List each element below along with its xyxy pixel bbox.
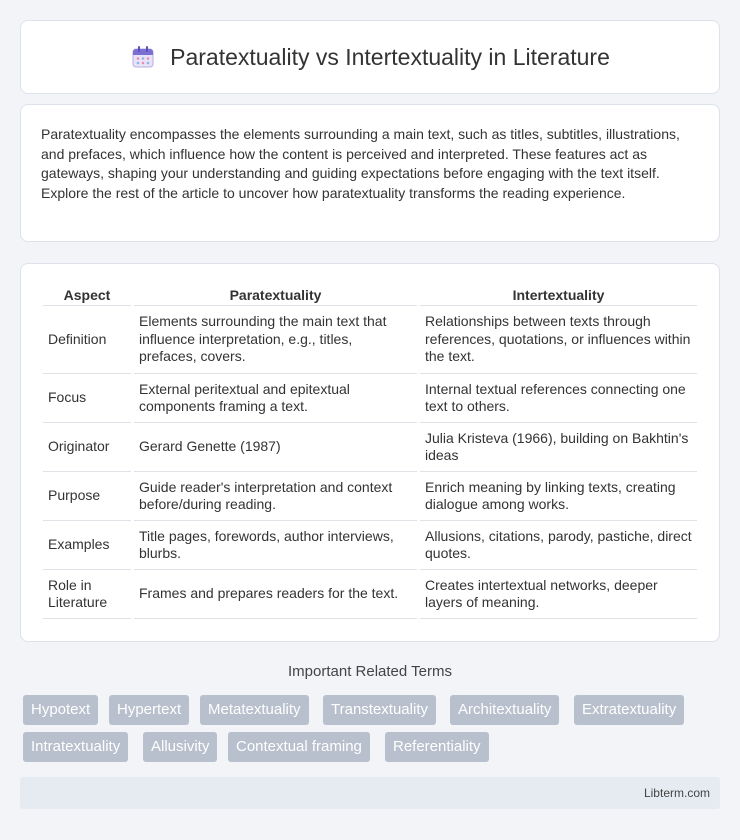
table-row xyxy=(43,523,697,570)
footer xyxy=(20,777,720,809)
tag-intratextuality[interactable]: Intratextuality xyxy=(23,732,128,762)
cell-paratextuality: Frames and prepares readers for the text. xyxy=(134,572,417,619)
tag-allusivity[interactable]: Allusivity xyxy=(143,732,217,762)
cell-aspect: Role in Literature xyxy=(43,572,131,619)
cell-paratextuality: External peritextual and epitextual components framing a text. xyxy=(134,376,417,423)
cell-aspect: Purpose xyxy=(43,474,131,521)
cell-aspect: Definition xyxy=(43,308,131,374)
header-intertextuality: Intertextuality xyxy=(420,284,697,306)
related-terms-title: Important Related Terms xyxy=(288,663,452,680)
intro-text: Paratextuality encompasses the elements surrounding a main text, such as titles, subtitles, illustrations, and prefaces, which influence how the content is perceived and interpreted. These features act as gateways, shaping your understanding and guiding expectations before engaging with the text itself. Explore the rest of the article to uncover how paratextuality transforms the reading experience. xyxy=(41,126,680,201)
header-aspect: Aspect xyxy=(43,284,131,306)
cell-intertextuality: Enrich meaning by linking texts, creating dialogue among works. xyxy=(420,474,697,521)
cell-intertextuality: Allusions, citations, parody, pastiche, direct quotes. xyxy=(420,523,697,570)
comparison-table-card xyxy=(20,263,720,642)
table-row xyxy=(43,376,697,423)
table-header-row xyxy=(43,284,697,306)
cell-intertextuality: Internal textual references connecting one text to others. xyxy=(420,376,697,423)
cell-aspect: Focus xyxy=(43,376,131,423)
page-title: Paratextuality vs Intertextuality in Literature xyxy=(170,43,610,70)
tag-architextuality[interactable]: Architextuality xyxy=(450,695,559,725)
table-row xyxy=(43,425,697,472)
comparison-table xyxy=(40,282,700,621)
tag-contextual-framing[interactable]: Contextual framing xyxy=(228,732,370,762)
title-card xyxy=(20,20,720,94)
tag-transtextuality[interactable]: Transtextuality xyxy=(323,695,436,725)
tag-hypertext[interactable]: Hypertext xyxy=(109,695,189,725)
cell-paratextuality: Title pages, forewords, author interviews, blurbs. xyxy=(134,523,417,570)
cell-aspect: Originator xyxy=(43,425,131,472)
table-row xyxy=(43,308,697,374)
table-row xyxy=(43,572,697,619)
table-row xyxy=(43,474,697,521)
tag-hypotext[interactable]: Hypotext xyxy=(23,695,98,725)
calendar-icon xyxy=(130,44,156,70)
cell-intertextuality: Relationships between texts through references, quotations, or influences within the text. xyxy=(420,308,697,374)
cell-paratextuality: Gerard Genette (1987) xyxy=(134,425,417,472)
cell-intertextuality: Julia Kristeva (1966), building on Bakhtin's ideas xyxy=(420,425,697,472)
cell-aspect: Examples xyxy=(43,523,131,570)
cell-paratextuality: Elements surrounding the main text that influence interpretation, e.g., titles, prefaces, covers. xyxy=(134,308,417,374)
cell-intertextuality: Creates intertextual networks, deeper layers of meaning. xyxy=(420,572,697,619)
cell-paratextuality: Guide reader's interpretation and context before/during reading. xyxy=(134,474,417,521)
header-paratextuality: Paratextuality xyxy=(134,284,417,306)
intro-card xyxy=(20,104,720,242)
tag-metatextuality[interactable]: Metatextuality xyxy=(200,695,309,725)
tag-referentiality[interactable]: Referentiality xyxy=(385,732,489,762)
tag-extratextuality[interactable]: Extratextuality xyxy=(574,695,684,725)
footer-site-link[interactable]: Libterm.com xyxy=(643,786,710,800)
